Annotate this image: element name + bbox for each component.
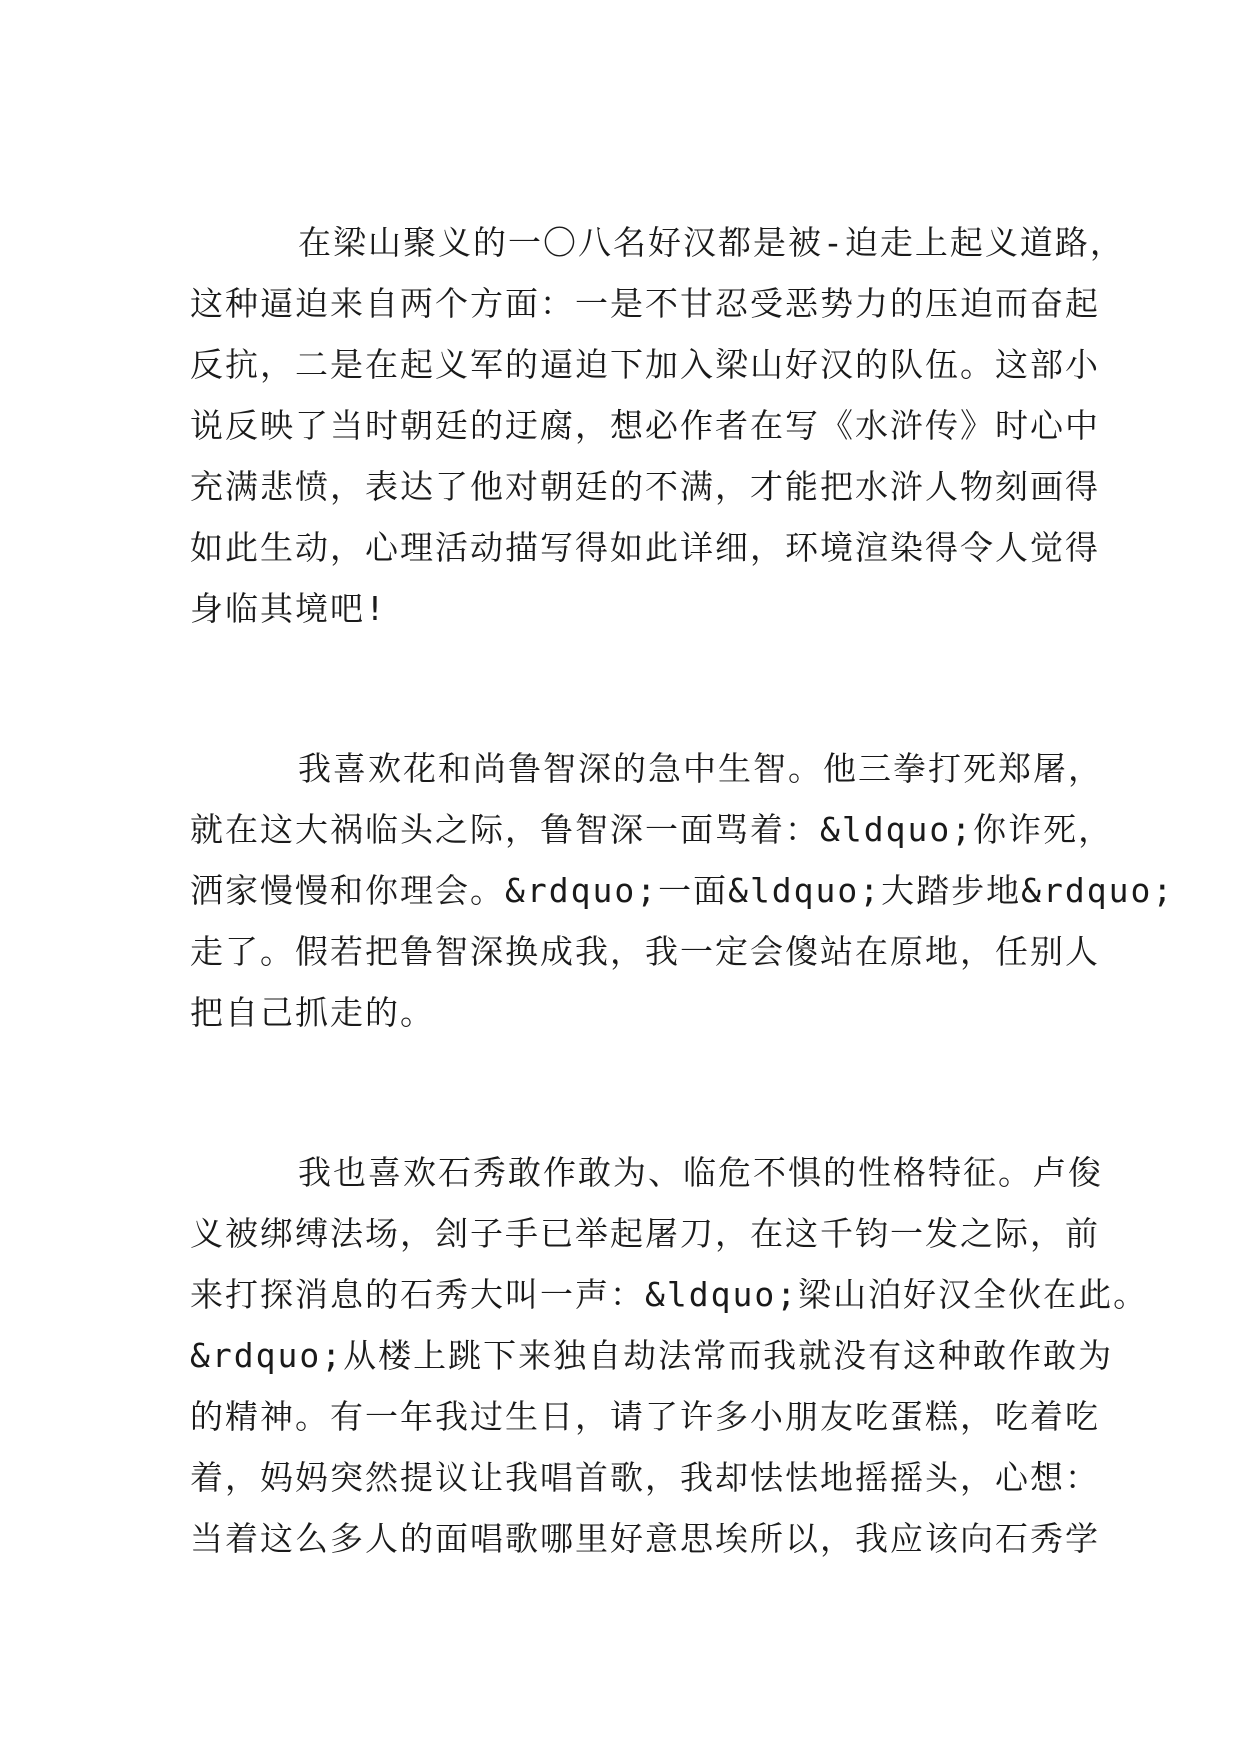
text-line: 充满悲愤，表达了他对朝廷的不满，才能把水浒人物刻画得 (190, 467, 1100, 506)
text-line: 着，妈妈突然提议让我唱首歌，我却怯怯地摇摇头，心想： (190, 1458, 1100, 1497)
text-line: 这种逼迫来自两个方面：一是不甘忍受恶势力的压迫而奋起 (190, 284, 1100, 323)
text-line: 走了。假若把鲁智深换成我，我一定会傻站在原地，任别人 (190, 932, 1100, 971)
text-line: &rdquo;从楼上跳下来独自劫法常而我就没有这种敢作敢为 (190, 1336, 1114, 1375)
text-line: 在梁山聚义的一〇八名好汉都是被-迫走上起义道路， (298, 223, 1125, 262)
text-line: 当着这么多人的面唱歌哪里好意思埃所以，我应该向石秀学 (190, 1519, 1100, 1558)
text-line: 来打探消息的石秀大叫一声：&ldquo;梁山泊好汉全伙在此。 (190, 1275, 1149, 1314)
text-line: 我喜欢花和尚鲁智深的急中生智。他三拳打死郑屠， (298, 749, 1103, 788)
text-line: 我也喜欢石秀敢作敢为、临危不惧的性格特征。卢俊 (298, 1153, 1103, 1192)
paragraph-3 (190, 1142, 1149, 1569)
text-line: 的精神。有一年我过生日，请了许多小朋友吃蛋糕，吃着吃 (190, 1397, 1100, 1436)
text-line: 反抗，二是在起义军的逼迫下加入梁山好汉的队伍。这部小 (190, 345, 1100, 384)
paragraph-2 (190, 738, 1175, 1043)
paragraph-1 (190, 212, 1125, 639)
text-line: 洒家慢慢和你理会。&rdquo;一面&ldquo;大踏步地&rdquo; (190, 871, 1175, 910)
text-line: 就在这大祸临头之际，鲁智深一面骂着：&ldquo;你诈死， (190, 810, 1114, 849)
text-line: 身临其境吧! (190, 589, 387, 628)
text-line: 义被绑缚法场，刽子手已举起屠刀，在这千钧一发之际，前 (190, 1214, 1100, 1253)
text-line: 如此生动，心理活动描写得如此详细，环境渲染得令人觉得 (190, 528, 1100, 567)
text-line: 说反映了当时朝廷的迂腐，想必作者在写《水浒传》时心中 (190, 406, 1100, 445)
text-line: 把自己抓走的。 (190, 993, 435, 1032)
